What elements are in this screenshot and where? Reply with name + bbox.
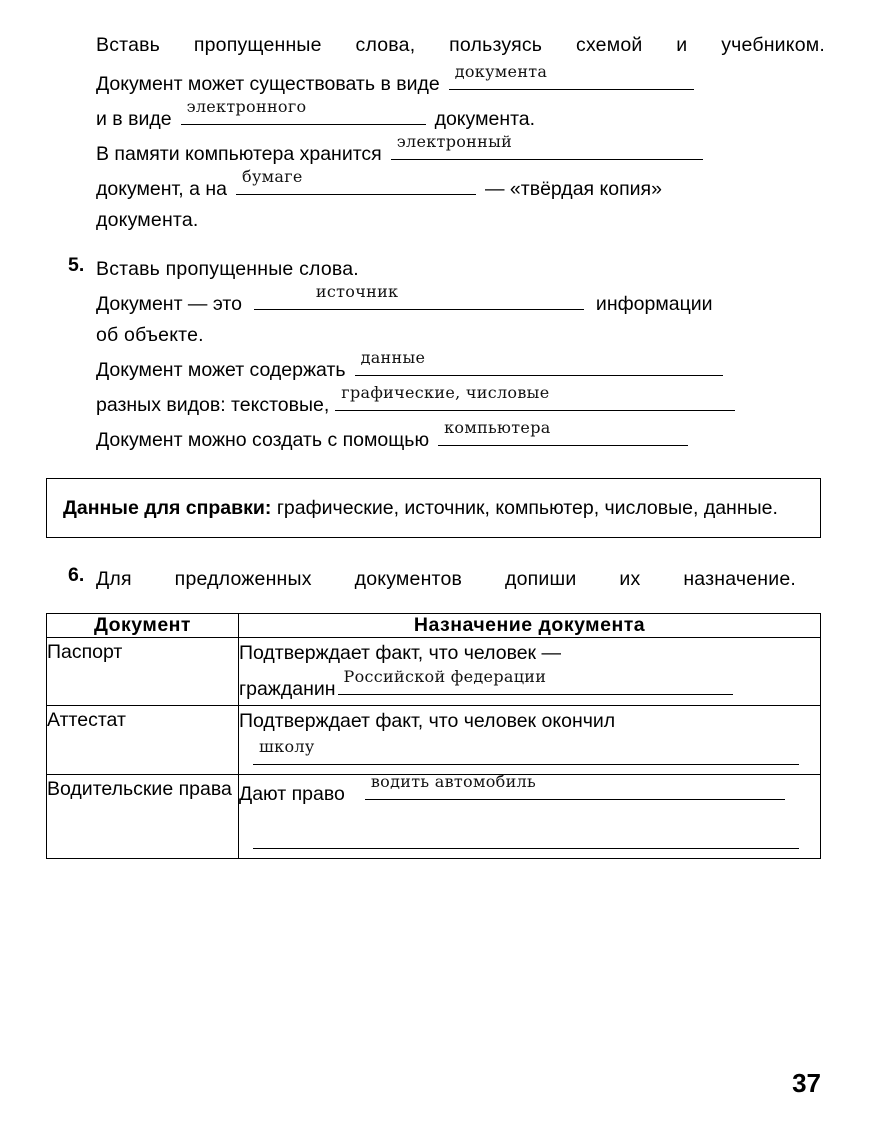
task-4-line-2-tail: документа. (434, 108, 536, 130)
task-4-answer-2: электронного (186, 97, 307, 116)
task-4-line-2-text: и в виде (96, 108, 172, 130)
task-5-answer-4: графические, числовые (341, 383, 550, 402)
task-5-number: 5. (68, 254, 85, 276)
task-6-number: 6. (68, 564, 85, 586)
task-4-blank-3[interactable] (391, 132, 703, 160)
task-5-answer-3: данные (360, 348, 426, 367)
table-cell-document: Паспорт (47, 638, 239, 706)
task-5-blank-5[interactable] (438, 418, 688, 446)
table-blank-1[interactable] (338, 667, 733, 695)
task-4-line-1-text: Документ может существовать в виде (96, 73, 440, 95)
page-number: 37 (792, 1068, 821, 1098)
table-header-row (47, 614, 821, 638)
task-4-line-3-text: В памяти компьютера хранится (96, 143, 382, 165)
purpose-fill-line (239, 667, 820, 705)
table-answer-2: школу (259, 737, 315, 756)
table-row (47, 775, 821, 859)
task-4-blank-2[interactable] (181, 97, 426, 125)
task-4-line-4-tail: — «твёрдая копия» (485, 178, 662, 200)
task-5-line-1-text: Документ — это (96, 293, 242, 315)
task-5-line-5-text: Документ можно создать с помощью (96, 429, 430, 451)
task-4-line-4 (96, 167, 825, 205)
table-cell-purpose (239, 706, 821, 775)
task-4-line-4-text: документ, а на (96, 178, 228, 200)
task-5-line-1 (96, 282, 825, 320)
task-5-block (68, 254, 825, 456)
task-4-blank-4[interactable] (236, 167, 476, 195)
table-cell-document: Аттестат (47, 706, 239, 775)
table-cell-purpose (239, 638, 821, 706)
task-4-line-5: документа. (96, 209, 199, 231)
table-blank-4[interactable] (253, 826, 799, 849)
task-4-answer-4: бумаге (242, 167, 303, 186)
purpose-fill-line (239, 772, 820, 810)
purpose-text-line-1: Подтверждает факт, что человек — (239, 642, 561, 664)
purpose-extra-line (239, 826, 820, 858)
table-row (47, 638, 821, 706)
purpose-text-line-2: гражданин (239, 678, 336, 700)
reference-label: Данные для справки: (63, 497, 272, 519)
table-header-purpose: Назначение документа (239, 614, 821, 638)
task-5-answer-5: компьютера (444, 418, 551, 437)
task-4-answer-3: электронный (396, 132, 513, 151)
task-4-answer-1: документа (454, 62, 548, 81)
task-5-line-4-text: разных видов: текстовые, (96, 394, 330, 416)
task-5-blank-4[interactable] (335, 383, 735, 411)
table-cell-purpose (239, 772, 821, 859)
task-5-line-2: об объекте. (96, 324, 204, 346)
task-4-line-3 (96, 132, 825, 170)
task-5-line-1-tail: информации (595, 293, 713, 315)
task-5-blank-1[interactable] (254, 282, 584, 310)
task-6-title: Для предложенных документов допиши их назначение. (96, 568, 796, 590)
task-5-blank-3[interactable] (355, 348, 723, 376)
task-5-title: Вставь пропущенные слова. (96, 258, 359, 280)
table-row (47, 706, 821, 775)
task-5-answer-1: источник (315, 282, 399, 301)
task-6-block (68, 564, 825, 595)
task-5-line-3-text: Документ может содержать (96, 359, 346, 381)
task-4-blank-1[interactable] (449, 62, 694, 90)
table-answer-1: Российской федерации (343, 667, 547, 686)
task-4-instruction: Вставь пропущенные слова, пользуясь схемой и учебником. (96, 34, 825, 56)
purpose-text-line-1: Дают право (239, 783, 345, 805)
purpose-text-line-1: Подтверждает факт, что человек окончил (239, 710, 616, 732)
table-blank-3[interactable] (365, 772, 785, 800)
task-4-block (96, 30, 825, 236)
table-header-document: Документ (47, 614, 239, 638)
documents-table (46, 613, 821, 859)
reference-box (46, 478, 821, 538)
table-answer-3: водить автомобиль (370, 772, 537, 791)
reference-words: графические, источник, компьютер, числовые, данные. (276, 497, 778, 519)
table-cell-document: Водительские права (47, 775, 239, 859)
table-blank-2[interactable] (253, 737, 799, 765)
task-5-line-5 (96, 418, 825, 456)
